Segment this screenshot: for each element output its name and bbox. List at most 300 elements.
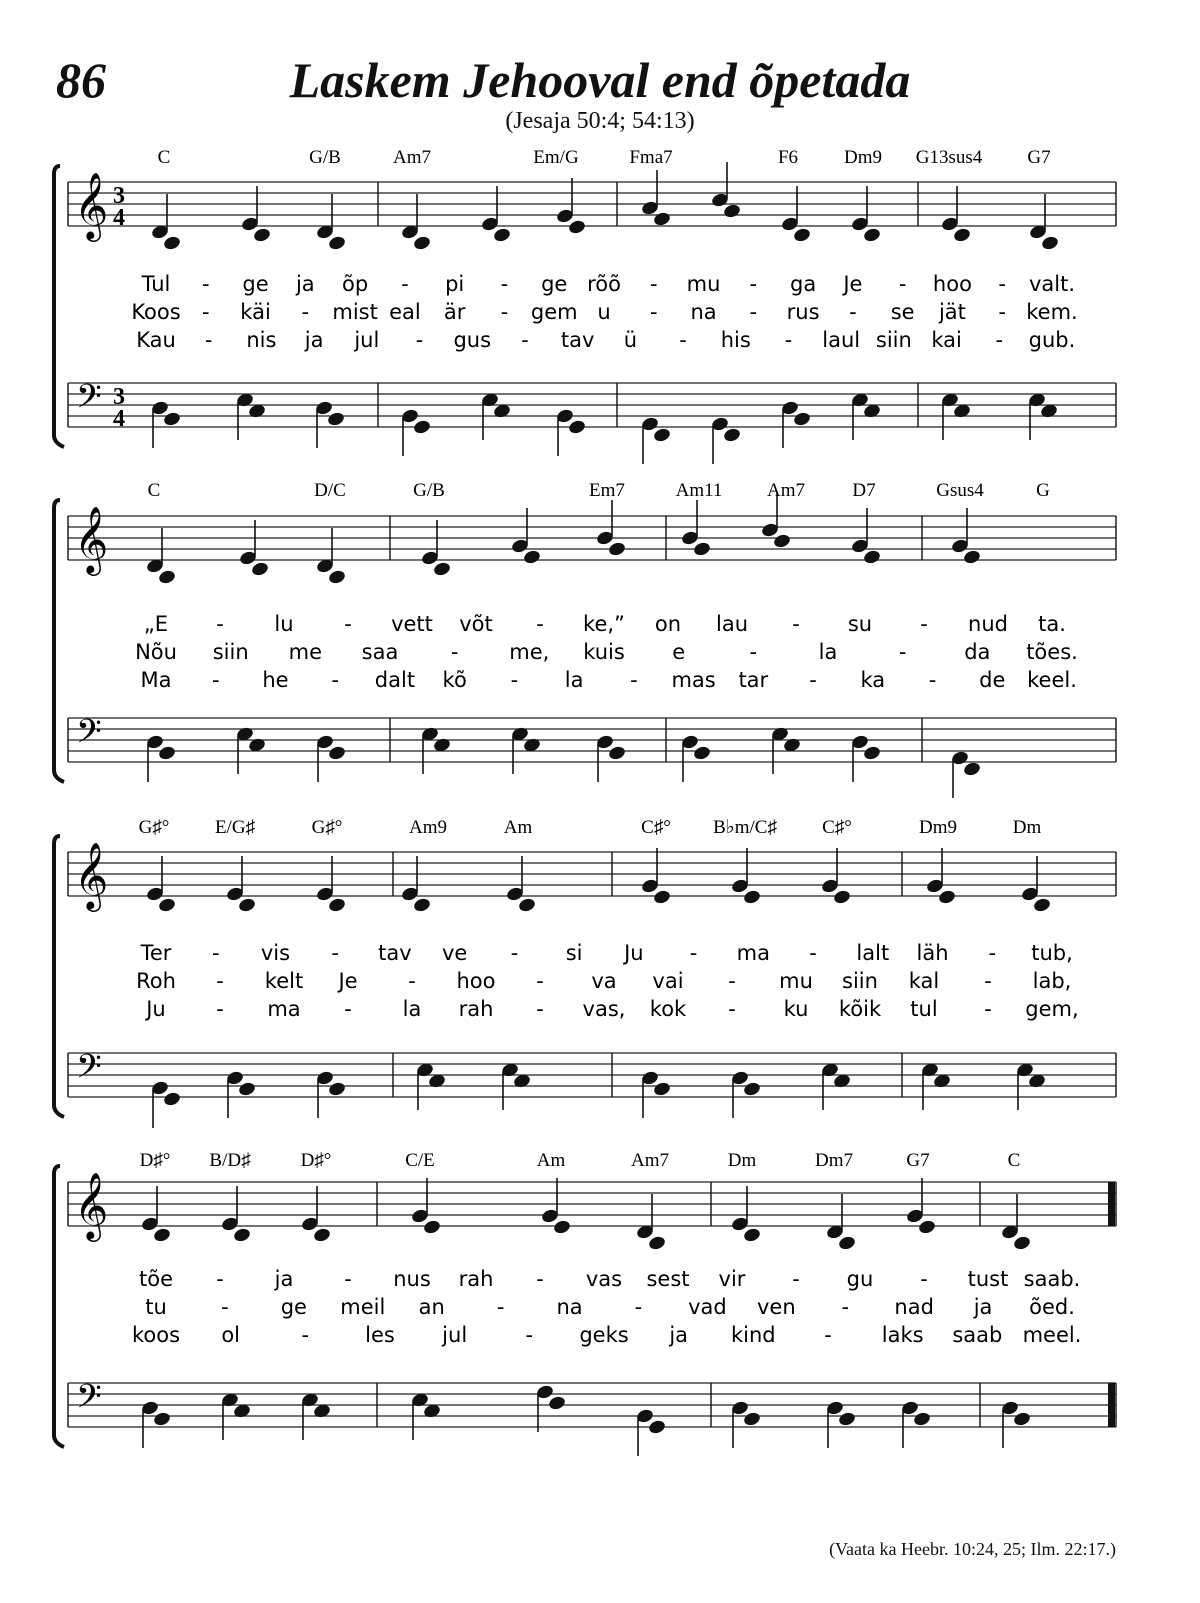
lyric-syllable: me bbox=[288, 640, 323, 664]
lyric-hyphen: - bbox=[211, 668, 220, 692]
lyric-syllable: jul bbox=[354, 328, 380, 352]
lyric-syllable: tar bbox=[738, 668, 769, 692]
lyric-hyphen: - bbox=[536, 612, 544, 636]
lyric-hyphen: - bbox=[510, 941, 519, 965]
chord-symbol: Fma7 bbox=[629, 147, 673, 168]
chord-symbol: Dm9 bbox=[919, 817, 957, 838]
bass-note-lower bbox=[837, 1411, 856, 1427]
lyric-syllable: tu bbox=[145, 1295, 167, 1319]
lyric-hyphen: - bbox=[301, 1323, 310, 1347]
lyric-syllable: ven bbox=[756, 1295, 796, 1319]
lyric-syllable: ja bbox=[295, 272, 315, 296]
lyric-syllable: kok bbox=[649, 997, 687, 1021]
chord-symbol: Am9 bbox=[409, 817, 447, 838]
lyric-syllable: ta. bbox=[1038, 612, 1066, 636]
treble-note-lower bbox=[647, 1235, 666, 1251]
chord-symbol: C♯° bbox=[641, 817, 671, 838]
lyric-syllable: vir bbox=[718, 1267, 746, 1291]
lyric-syllable: hoo bbox=[932, 272, 972, 296]
treble-note-lower bbox=[722, 203, 741, 219]
lyric-hyphen: - bbox=[204, 328, 213, 352]
treble-note-lower bbox=[772, 533, 791, 549]
treble-note-lower bbox=[412, 897, 431, 913]
lyric-syllable: ke,” bbox=[583, 612, 625, 636]
lyric-syllable: ku bbox=[783, 997, 809, 1021]
bass-note-lower bbox=[567, 419, 586, 435]
lyric-syllable: siin bbox=[212, 640, 249, 664]
treble-note-lower bbox=[862, 227, 881, 243]
lyric-syllable: lalt bbox=[856, 941, 890, 965]
lyric-syllable: la bbox=[818, 640, 838, 664]
lyric-hyphen: - bbox=[920, 1267, 928, 1291]
bass-note-lower bbox=[962, 761, 981, 777]
treble-note-lower bbox=[567, 219, 586, 235]
lyric-syllable: siin bbox=[842, 969, 878, 993]
lyric-syllable: he bbox=[262, 668, 289, 692]
lyric-syllable: nad bbox=[894, 1295, 934, 1319]
chord-symbol: Em/G bbox=[533, 147, 579, 168]
lyric-syllable: är bbox=[443, 300, 466, 324]
chord-symbol: C bbox=[157, 147, 171, 168]
lyric-syllable: tões. bbox=[1026, 640, 1078, 664]
lyric-hyphen: - bbox=[995, 328, 1004, 352]
lyric-syllable: Ma bbox=[140, 668, 172, 692]
lyric-syllable: tust bbox=[967, 1267, 1009, 1291]
hymn-title: Laskem Jehooval end õpetada bbox=[289, 52, 911, 108]
time-signature-bottom: 4 bbox=[113, 406, 125, 432]
lyric-hyphen: - bbox=[344, 997, 352, 1021]
lyric-syllable: kõik bbox=[838, 997, 882, 1021]
lyric-syllable: tav bbox=[560, 328, 595, 352]
lyric-syllable: õp bbox=[342, 272, 369, 296]
lyric-syllable: vai bbox=[652, 969, 684, 993]
bass-note-lower bbox=[652, 427, 671, 443]
lyric-syllable: ma bbox=[267, 997, 301, 1021]
lyric-hyphen: - bbox=[331, 668, 339, 692]
treble-note-lower bbox=[157, 897, 176, 913]
bass-note-lower bbox=[157, 745, 176, 761]
lyric-syllable: Je bbox=[843, 272, 863, 296]
treble-note-lower bbox=[327, 235, 346, 251]
chord-symbol: D/C bbox=[314, 480, 346, 501]
final-barline bbox=[1108, 1182, 1115, 1226]
lyric-syllable: mas bbox=[671, 668, 716, 692]
lyric-syllable: lu bbox=[274, 612, 294, 636]
lyric-syllable: Je bbox=[338, 969, 358, 993]
lyric-syllable: gu bbox=[846, 1267, 874, 1291]
time-signature-top: 3 bbox=[113, 384, 125, 410]
lyric-syllable: rus bbox=[786, 300, 820, 324]
bass-note-lower bbox=[162, 1091, 181, 1107]
treble-note-lower bbox=[607, 541, 626, 557]
lyric-syllable: ge bbox=[280, 1295, 307, 1319]
lyric-syllable: his bbox=[720, 328, 751, 352]
bass-note-lower bbox=[862, 745, 881, 761]
lyric-hyphen: - bbox=[216, 1267, 224, 1291]
bass-note-lower bbox=[652, 1081, 671, 1097]
lyric-hyphen: - bbox=[216, 969, 224, 993]
lyric-syllable: vett bbox=[391, 612, 433, 636]
lyric-syllable: ge bbox=[541, 272, 568, 296]
lyric-syllable: „E bbox=[143, 612, 169, 636]
treble-note-lower bbox=[237, 897, 256, 913]
bass-note-lower bbox=[326, 411, 345, 427]
lyric-syllable: õed. bbox=[1029, 1295, 1075, 1319]
lyric-hyphen: - bbox=[988, 941, 997, 965]
treble-note-lower bbox=[432, 561, 451, 577]
lyric-hyphen: - bbox=[216, 612, 224, 636]
lyric-syllable: gub. bbox=[1028, 328, 1076, 352]
lyric-syllable: nus bbox=[393, 1267, 431, 1291]
time-signature-bottom: 4 bbox=[113, 205, 125, 231]
lyric-hyphen: - bbox=[728, 997, 736, 1021]
lyric-hyphen: - bbox=[898, 272, 907, 296]
bass-note-lower bbox=[547, 1395, 566, 1411]
lyric-syllable: ve bbox=[441, 941, 468, 965]
treble-note-lower bbox=[250, 561, 269, 577]
lyric-syllable: gus bbox=[453, 328, 492, 352]
lyric-syllable: Ju bbox=[146, 997, 166, 1021]
lyric-syllable: eal bbox=[389, 300, 421, 324]
lyric-syllable: dalt bbox=[374, 668, 416, 692]
lyric-syllable: Ter bbox=[140, 941, 172, 965]
lyric-hyphen: - bbox=[728, 969, 736, 993]
chord-symbol: C bbox=[1007, 1150, 1021, 1171]
lyric-hyphen: - bbox=[809, 668, 817, 692]
lyric-hyphen: - bbox=[525, 1323, 534, 1347]
bass-note-lower bbox=[152, 1411, 171, 1427]
bass-note-lower bbox=[647, 1419, 666, 1435]
chord-symbol: C/E bbox=[405, 1150, 435, 1171]
lyric-syllable: la bbox=[564, 668, 584, 692]
lyric-syllable: on bbox=[654, 612, 682, 636]
lyric-syllable: Tul bbox=[141, 272, 171, 296]
treble-note-lower bbox=[252, 227, 271, 243]
chord-symbol: C bbox=[147, 480, 161, 501]
lyric-syllable: jät bbox=[938, 300, 966, 324]
lyric-hyphen: - bbox=[221, 1295, 229, 1319]
treble-note-lower bbox=[517, 897, 536, 913]
lyric-syllable: meil bbox=[340, 1295, 386, 1319]
lyric-hyphen: - bbox=[500, 300, 509, 324]
lyric-syllable: Kau bbox=[136, 328, 176, 352]
lyric-hyphen: - bbox=[824, 1323, 832, 1347]
lyric-syllable: kind bbox=[731, 1323, 776, 1347]
lyric-hyphen: - bbox=[849, 300, 857, 324]
time-signature-top: 3 bbox=[113, 183, 125, 209]
treble-note-lower bbox=[792, 227, 811, 243]
lyric-syllable: kai bbox=[931, 328, 962, 352]
chord-symbol: G♯° bbox=[138, 817, 170, 838]
lyric-hyphen: - bbox=[536, 1267, 544, 1291]
treble-clef-icon: 𝄞 bbox=[74, 841, 109, 909]
treble-note-lower bbox=[412, 235, 431, 251]
chord-symbol: Dm9 bbox=[844, 147, 882, 168]
chord-symbol: Dm7 bbox=[815, 1150, 853, 1171]
lyric-syllable: u bbox=[597, 300, 611, 324]
chord-symbol: G bbox=[1036, 480, 1050, 501]
lyric-syllable: vis bbox=[260, 941, 291, 965]
treble-note-lower bbox=[327, 569, 346, 585]
lyric-syllable: ol bbox=[221, 1323, 241, 1347]
lyric-syllable: geks bbox=[579, 1323, 629, 1347]
lyric-hyphen: - bbox=[749, 272, 758, 296]
chord-symbol: Em7 bbox=[589, 480, 625, 501]
lyric-syllable: vas bbox=[585, 1267, 623, 1291]
lyric-syllable: gem bbox=[530, 300, 578, 324]
lyric-hyphen: - bbox=[689, 941, 698, 965]
lyric-hyphen: - bbox=[521, 328, 529, 352]
lyric-syllable: la bbox=[402, 997, 422, 1021]
lyric-syllable: mu bbox=[686, 272, 721, 296]
lyric-hyphen: - bbox=[408, 969, 416, 993]
chord-symbol: Am bbox=[503, 817, 533, 838]
lyric-syllable: käi bbox=[240, 300, 271, 324]
chord-symbol: C♯° bbox=[822, 817, 852, 838]
treble-note-lower bbox=[232, 1227, 251, 1243]
lyric-hyphen: - bbox=[536, 969, 544, 993]
bass-note-lower bbox=[237, 1081, 256, 1097]
treble-clef-icon: 𝄞 bbox=[74, 505, 109, 573]
treble-note-lower bbox=[937, 889, 956, 905]
lyric-hyphen: - bbox=[749, 640, 758, 664]
lyric-hyphen: - bbox=[301, 300, 310, 324]
treble-note-lower bbox=[1040, 235, 1059, 251]
lyric-hyphen: - bbox=[649, 300, 658, 324]
lyric-syllable: tub, bbox=[1031, 941, 1073, 965]
treble-note-lower bbox=[1012, 1235, 1031, 1251]
lyric-syllable: tõe bbox=[138, 1267, 174, 1291]
lyric-syllable: ja bbox=[274, 1267, 294, 1291]
lyric-syllable: laks bbox=[881, 1323, 924, 1347]
lyric-syllable: va bbox=[591, 969, 617, 993]
system-bracket bbox=[54, 1166, 64, 1447]
treble-note-lower bbox=[422, 1219, 441, 1235]
lyric-syllable: gem, bbox=[1025, 997, 1079, 1021]
lyric-syllable: nis bbox=[246, 328, 277, 352]
bass-note-lower bbox=[912, 1411, 931, 1427]
lyric-syllable: kem. bbox=[1026, 300, 1078, 324]
lyric-hyphen: - bbox=[998, 300, 1007, 324]
lyric-hyphen: - bbox=[998, 272, 1007, 296]
lyric-hyphen: - bbox=[331, 941, 339, 965]
treble-note-lower bbox=[312, 1227, 331, 1243]
lyric-hyphen: - bbox=[536, 997, 544, 1021]
lyric-syllable: saa bbox=[361, 640, 399, 664]
chord-symbol: Am7 bbox=[631, 1150, 669, 1171]
chord-symbol: G13sus4 bbox=[915, 147, 983, 168]
chord-symbol: Am7 bbox=[393, 147, 431, 168]
chord-symbol: Am bbox=[536, 1150, 566, 1171]
lyric-syllable: ka bbox=[860, 668, 886, 692]
lyric-syllable: kõ bbox=[442, 668, 467, 692]
lyric-syllable: Roh bbox=[136, 969, 176, 993]
system-bracket bbox=[54, 836, 64, 1117]
lyric-syllable: nud bbox=[968, 612, 1008, 636]
lyric-hyphen: - bbox=[201, 300, 210, 324]
bass-note-lower bbox=[742, 1081, 761, 1097]
lyric-syllable: ge bbox=[242, 272, 269, 296]
bass-note-lower bbox=[327, 745, 346, 761]
lyric-syllable: vad bbox=[688, 1295, 727, 1319]
lyric-syllable: hoo bbox=[456, 969, 496, 993]
lyric-syllable: vas, bbox=[582, 997, 626, 1021]
treble-note-lower bbox=[832, 889, 851, 905]
chord-symbol: D♯° bbox=[300, 1150, 332, 1171]
lyric-hyphen: - bbox=[679, 328, 687, 352]
lyric-syllable: na bbox=[556, 1295, 583, 1319]
lyric-syllable: rah bbox=[458, 997, 494, 1021]
lyric-hyphen: - bbox=[649, 272, 658, 296]
chord-symbol: Dm bbox=[727, 1150, 757, 1171]
lyric-hyphen: - bbox=[216, 997, 224, 1021]
lyric-syllable: les bbox=[365, 1323, 395, 1347]
treble-clef-icon: 𝄞 bbox=[74, 1171, 109, 1239]
chord-symbol: Dm bbox=[1012, 817, 1042, 838]
bass-note-lower bbox=[722, 427, 741, 443]
lyric-hyphen: - bbox=[496, 1295, 505, 1319]
lyric-hyphen: - bbox=[401, 272, 409, 296]
lyric-syllable: Nõu bbox=[135, 640, 177, 664]
system-bracket bbox=[54, 166, 64, 447]
footnote: (Vaata ka Heebr. 10:24, 25; Ilm. 22:17.) bbox=[829, 1539, 1116, 1559]
lyric-syllable: lab, bbox=[1032, 969, 1072, 993]
treble-clef-icon: 𝄞 bbox=[74, 171, 109, 239]
lyric-syllable: rah bbox=[458, 1267, 494, 1291]
lyric-hyphen: - bbox=[634, 1295, 643, 1319]
treble-note-lower bbox=[917, 1219, 936, 1235]
lyric-syllable: e bbox=[672, 640, 686, 664]
lyric-syllable: võt bbox=[459, 612, 493, 636]
lyric-syllable: saab. bbox=[1023, 1267, 1081, 1291]
lyric-syllable: mu bbox=[779, 969, 813, 993]
lyric-hyphen: - bbox=[749, 300, 758, 324]
lyric-syllable: kelt bbox=[264, 969, 304, 993]
bass-note-lower bbox=[792, 411, 811, 427]
treble-note-lower bbox=[152, 1227, 171, 1243]
treble-note-lower bbox=[862, 549, 881, 565]
lyric-syllable: sest bbox=[646, 1267, 690, 1291]
chord-symbol: Am7 bbox=[767, 480, 805, 501]
chord-symbol: D7 bbox=[852, 480, 876, 501]
lyric-syllable: lau bbox=[715, 612, 749, 636]
lyric-syllable: meel. bbox=[1022, 1323, 1082, 1347]
lyric-syllable: ja bbox=[669, 1323, 689, 1347]
treble-note-lower bbox=[962, 549, 981, 565]
lyric-hyphen: - bbox=[792, 1267, 800, 1291]
lyric-syllable: si bbox=[565, 941, 583, 965]
lyric-syllable: ma bbox=[736, 941, 770, 965]
bass-note-lower bbox=[412, 419, 431, 435]
lyric-hyphen: - bbox=[510, 668, 519, 692]
chord-symbol: Am11 bbox=[675, 480, 723, 501]
treble-note-lower bbox=[552, 1219, 571, 1235]
bass-note-lower bbox=[1012, 1411, 1031, 1427]
lyric-hyphen: - bbox=[500, 272, 509, 296]
chord-symbol: F6 bbox=[777, 147, 799, 168]
lyric-hyphen: - bbox=[984, 969, 992, 993]
lyric-syllable: ü bbox=[623, 328, 638, 352]
treble-note-lower bbox=[157, 569, 176, 585]
chord-symbol: E/G♯ bbox=[214, 817, 256, 838]
bass-clef-icon: 𝄢 bbox=[76, 1378, 102, 1424]
treble-note-lower bbox=[492, 227, 511, 243]
treble-note-lower bbox=[522, 549, 541, 565]
lyric-syllable: na bbox=[690, 300, 717, 324]
lyric-syllable: valt. bbox=[1028, 272, 1076, 296]
lyric-hyphen: - bbox=[898, 640, 907, 664]
lyric-hyphen: - bbox=[450, 640, 459, 664]
treble-note-lower bbox=[327, 897, 346, 913]
chord-symbol: B♭m/C♯ bbox=[713, 817, 777, 838]
lyric-hyphen: - bbox=[630, 668, 638, 692]
lyric-syllable: kal bbox=[908, 969, 940, 993]
lyric-hyphen: - bbox=[201, 272, 210, 296]
bass-note-lower bbox=[162, 411, 181, 427]
bass-clef-icon: 𝄢 bbox=[76, 378, 102, 424]
bass-note-lower bbox=[742, 1411, 761, 1427]
lyric-syllable: keel. bbox=[1027, 668, 1077, 692]
treble-note-lower bbox=[652, 889, 671, 905]
lyric-hyphen: - bbox=[841, 1295, 850, 1319]
chord-symbol: G7 bbox=[906, 1150, 930, 1171]
chord-symbol: G♯° bbox=[311, 817, 343, 838]
chord-symbol: Gsus4 bbox=[936, 480, 984, 501]
treble-note-lower bbox=[952, 227, 971, 243]
treble-note-lower bbox=[162, 235, 181, 251]
treble-note-lower bbox=[692, 541, 711, 557]
final-barline bbox=[1108, 1383, 1115, 1427]
lyric-syllable: da bbox=[964, 640, 991, 664]
treble-note-lower bbox=[742, 1227, 761, 1243]
lyric-syllable: an bbox=[418, 1295, 445, 1319]
lyric-hyphen: - bbox=[928, 668, 937, 692]
lyric-syllable: ja bbox=[973, 1295, 993, 1319]
treble-note-lower bbox=[742, 889, 761, 905]
lyric-hyphen: - bbox=[984, 997, 992, 1021]
lyric-syllable: ja bbox=[304, 328, 324, 352]
lyric-syllable: koos bbox=[131, 1323, 181, 1347]
lyric-syllable: rõõ bbox=[587, 272, 621, 296]
lyric-hyphen: - bbox=[211, 941, 220, 965]
chord-symbol: G/B bbox=[309, 147, 341, 168]
chord-symbol: D♯° bbox=[139, 1150, 171, 1171]
lyric-syllable: läh bbox=[916, 941, 949, 965]
lyric-syllable: siin bbox=[875, 328, 912, 352]
treble-note-lower bbox=[1032, 897, 1051, 913]
lyric-hyphen: - bbox=[784, 328, 793, 352]
lyric-syllable: su bbox=[847, 612, 873, 636]
lyric-syllable: de bbox=[979, 668, 1006, 692]
chord-symbol: G7 bbox=[1027, 147, 1051, 168]
lyric-syllable: mist bbox=[332, 300, 378, 324]
lyric-hyphen: - bbox=[415, 328, 424, 352]
lyric-syllable: saab bbox=[952, 1323, 1003, 1347]
scripture-reference: (Jesaja 50:4; 54:13) bbox=[505, 108, 695, 134]
bass-clef-icon: 𝄢 bbox=[76, 713, 102, 759]
lyric-syllable: me, bbox=[509, 640, 550, 664]
bass-note-lower bbox=[327, 1081, 346, 1097]
lyric-hyphen: - bbox=[344, 612, 352, 636]
bass-clef-icon: 𝄢 bbox=[76, 1048, 102, 1094]
system-bracket bbox=[54, 500, 64, 782]
lyric-syllable: pi bbox=[445, 272, 465, 296]
lyric-syllable: laul bbox=[822, 328, 861, 352]
hymn-number: 86 bbox=[56, 52, 106, 108]
bass-note-lower bbox=[692, 745, 711, 761]
treble-note-lower bbox=[837, 1235, 856, 1251]
lyric-syllable: jul bbox=[442, 1323, 468, 1347]
